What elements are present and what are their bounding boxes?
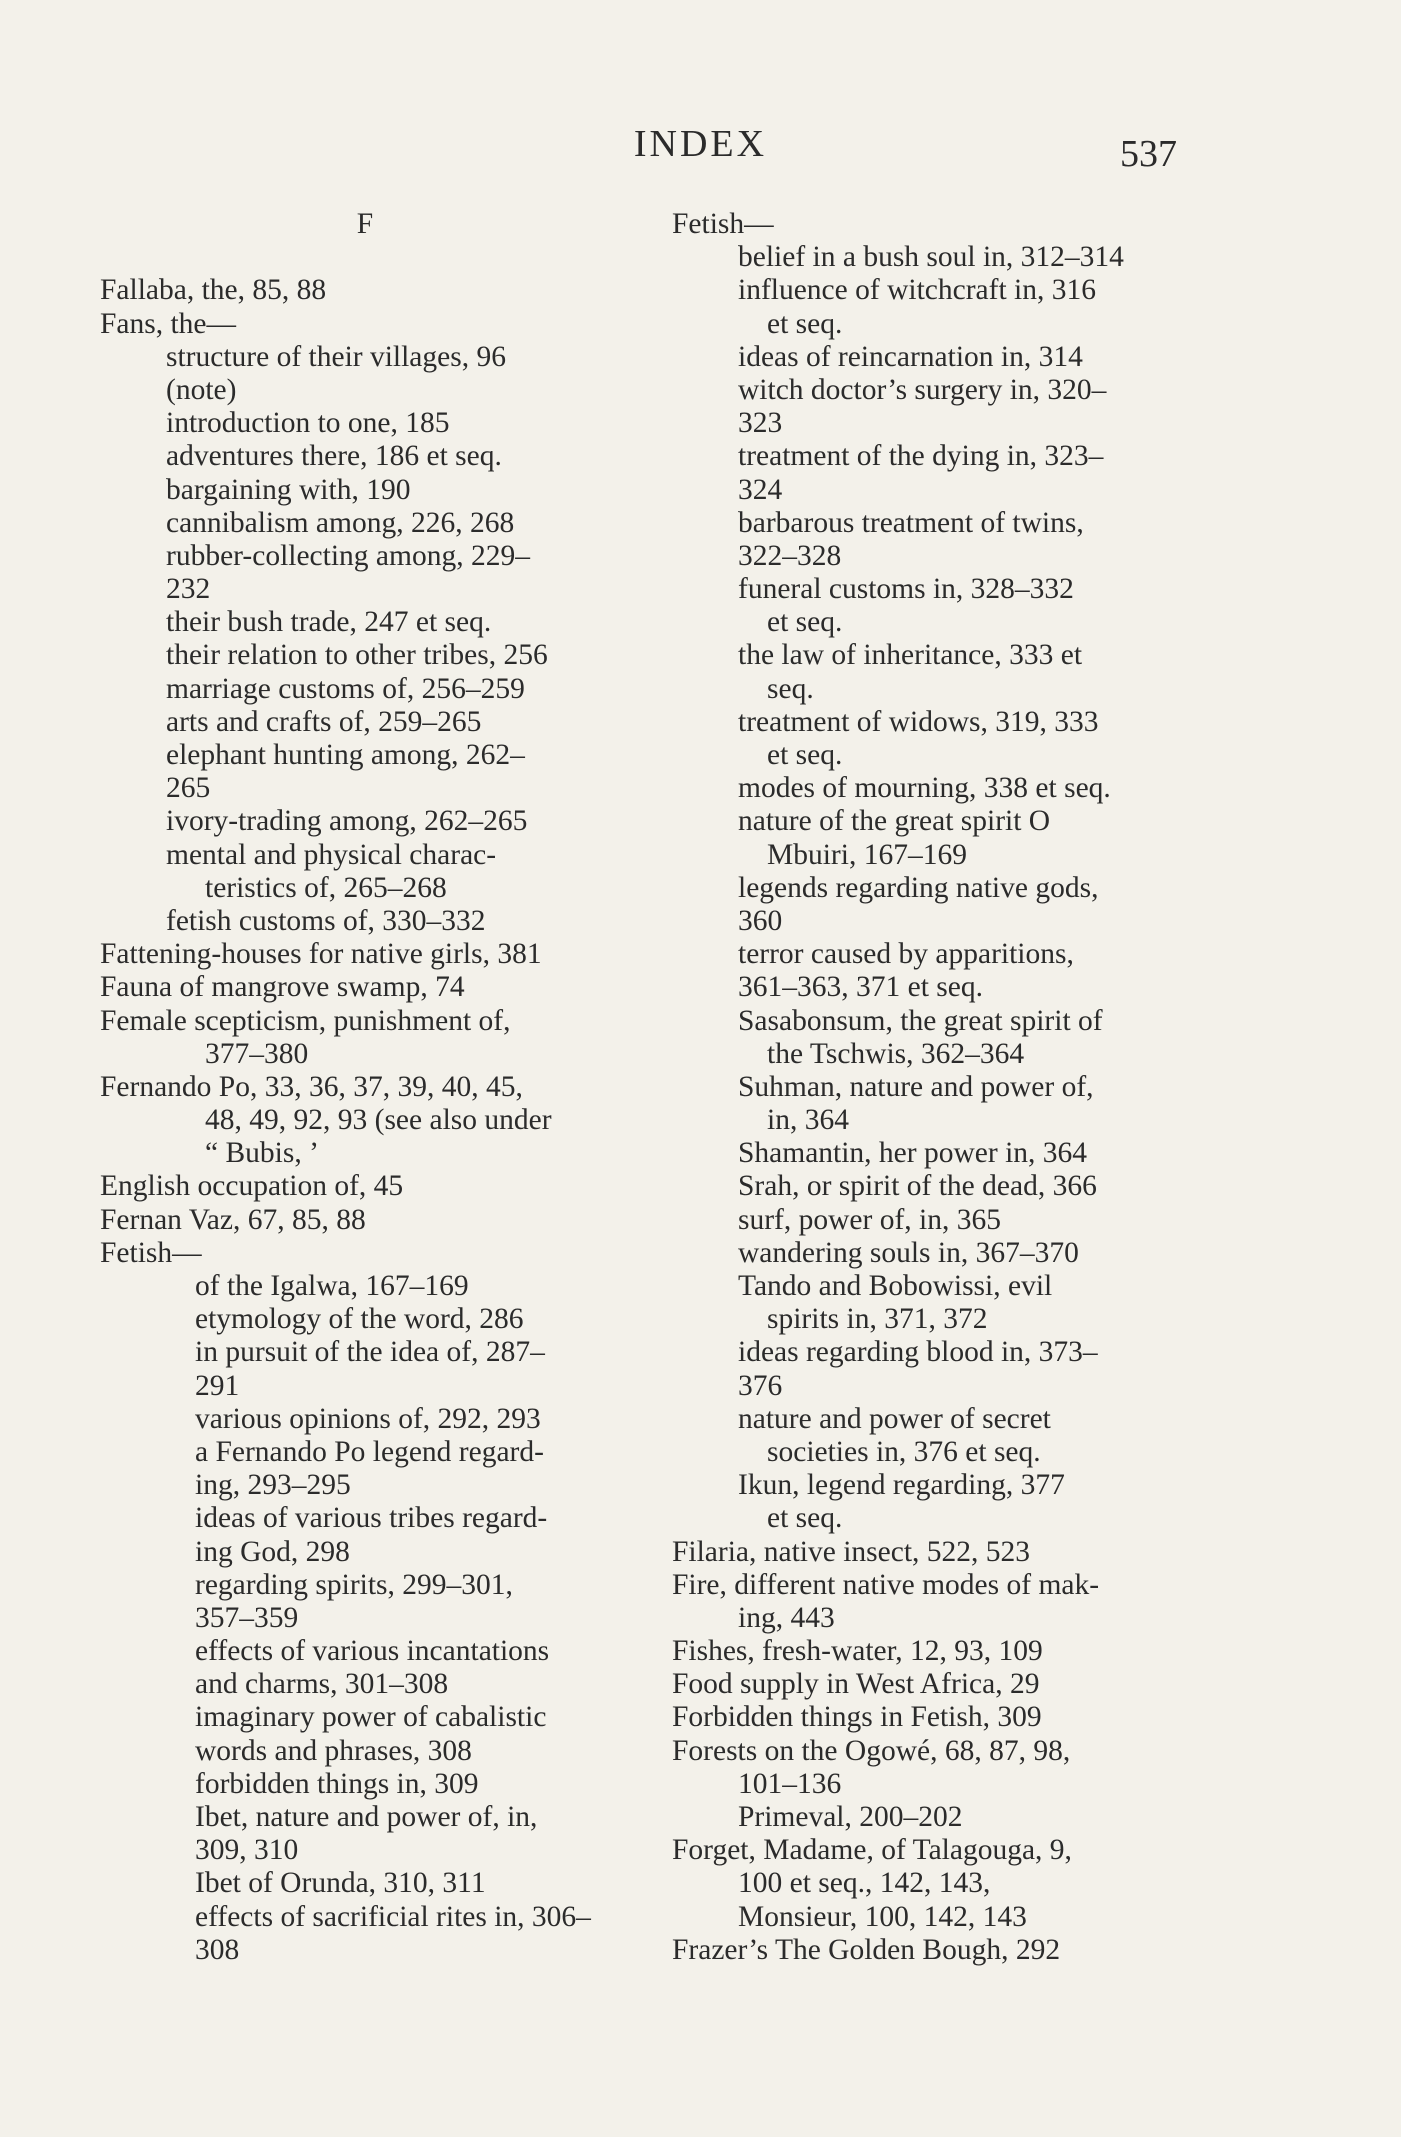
index-column-right: [672, 208, 1202, 1967]
index-entry: surf, power of, in, 365: [738, 1203, 1001, 1236]
index-entry: the law of inheritance, 333 et: [738, 639, 1083, 672]
index-entry: 308: [195, 1933, 240, 1966]
index-entry: structure of their villages, 96: [166, 340, 506, 373]
index-entry: 323: [738, 407, 783, 440]
index-entry: ivory-trading among, 262–265: [166, 805, 528, 838]
index-entry: witch doctor’s surgery in, 320–: [738, 373, 1107, 406]
index-entry: legends regarding native gods,: [738, 871, 1099, 904]
index-entry: Shamantin, her power in, 364: [738, 1137, 1088, 1170]
index-entry: (note): [166, 373, 237, 406]
index-entry: Ikun, legend regarding, 377: [738, 1469, 1065, 1502]
index-entry: et seq.: [767, 1502, 843, 1535]
index-entry: Fans, the—: [100, 307, 237, 340]
index-entry: Fetish—: [672, 208, 774, 240]
index-entry: Tando and Bobowissi, evil: [738, 1270, 1053, 1302]
index-entry: 100 et seq., 142, 143,: [738, 1867, 991, 1900]
index-entry: 101–136: [738, 1767, 842, 1800]
index-entry: 48, 49, 92, 93 (see also under: [205, 1104, 552, 1137]
index-entry: modes of mourning, 338 et seq.: [738, 772, 1111, 805]
index-entry: belief in a bush soul in, 312–314: [738, 241, 1124, 274]
index-entry: Suhman, nature and power of,: [738, 1070, 1094, 1103]
index-entry: Srah, or spirit of the dead, 366: [738, 1170, 1097, 1203]
index-entry: 291: [195, 1369, 240, 1402]
index-entry: their bush trade, 247 et seq.: [166, 606, 492, 639]
index-entry: Fattening-houses for native girls, 381: [100, 938, 542, 971]
index-column-left: [100, 208, 630, 1967]
index-entry: imaginary power of cabalistic: [195, 1701, 547, 1734]
index-entry: ideas of reincarnation in, 314: [738, 340, 1083, 373]
index-entry: seq.: [767, 672, 814, 705]
index-entry: cannibalism among, 226, 268: [166, 506, 515, 539]
page-title: INDEX: [633, 123, 768, 165]
index-entry: Filaria, native insect, 522, 523: [672, 1535, 1031, 1568]
index-entry: Forests on the Ogowé, 68, 87, 98,: [672, 1734, 1071, 1767]
index-entry: regarding spirits, 299–301,: [195, 1568, 513, 1601]
index-entry: funeral customs in, 328–332: [738, 573, 1074, 606]
index-entry: introduction to one, 185: [166, 407, 450, 440]
index-entry: 324: [738, 473, 783, 506]
index-entry: words and phrases, 308: [195, 1734, 472, 1767]
index-entry: and charms, 301–308: [195, 1668, 449, 1701]
index-entry: Fetish—: [100, 1236, 202, 1269]
index-entry: 232: [166, 573, 211, 606]
index-entry: treatment of the dying in, 323–: [738, 440, 1104, 473]
page-number: 537: [1120, 133, 1177, 175]
index-entry: 376: [738, 1369, 783, 1402]
index-entry: bargaining with, 190: [166, 473, 411, 506]
index-entry: etymology of the word, 286: [195, 1303, 524, 1336]
index-entry: Fernando Po, 33, 36, 37, 39, 40, 45,: [100, 1070, 523, 1103]
index-entry: Forget, Madame, of Talagouga, 9,: [672, 1834, 1072, 1867]
index-entry: effects of various incantations: [195, 1635, 550, 1668]
index-entry: English occupation of, 45: [100, 1170, 404, 1203]
index-entry: Forbidden things in Fetish, 309: [672, 1701, 1042, 1734]
index-entry: Female scepticism, punishment of,: [100, 1004, 511, 1037]
index-entry: in, 364: [767, 1104, 849, 1137]
index-entry: of the Igalwa, 167–169: [195, 1270, 469, 1302]
index-entry: arts and crafts of, 259–265: [166, 705, 482, 738]
index-entry: Fishes, fresh-water, 12, 93, 109: [672, 1635, 1043, 1668]
index-entry: teristics of, 265–268: [205, 871, 447, 904]
index-entry: treatment of widows, 319, 333: [738, 705, 1099, 738]
index-entry: marriage customs of, 256–259: [166, 672, 525, 705]
index-entry: Fallaba, the, 85, 88: [100, 274, 327, 307]
index-entry: et seq.: [767, 739, 843, 771]
index-entry: Mbuiri, 167–169: [767, 838, 967, 871]
index-entry: 357–359: [195, 1601, 299, 1634]
index-entry: mental and physical charac-: [166, 838, 497, 871]
index-entry: in pursuit of the idea of, 287–: [195, 1336, 545, 1369]
index-entry: a Fernando Po legend regard-: [195, 1435, 544, 1468]
index-entry: elephant hunting among, 262–: [166, 739, 525, 771]
index-entry: F: [356, 208, 374, 240]
index-entry: Primeval, 200–202: [738, 1801, 963, 1833]
index-entry: ideas of various tribes regard-: [195, 1502, 548, 1535]
index-entry: ing, 443: [738, 1601, 835, 1634]
index-entry: various opinions of, 292, 293: [195, 1402, 541, 1435]
index-entry: influence of witchcraft in, 316: [738, 274, 1096, 307]
index-entry: et seq.: [767, 307, 843, 340]
index-entry: effects of sacrificial rites in, 306–: [195, 1900, 591, 1933]
index-entry: spirits in, 371, 372: [767, 1303, 988, 1336]
index-entry: 360: [738, 904, 783, 937]
index-entry: ing, 293–295: [195, 1469, 351, 1502]
index-entry: the Tschwis, 362–364: [767, 1037, 1025, 1070]
index-entry: 361–363, 371 et seq.: [738, 971, 983, 1004]
index-entry: ideas regarding blood in, 373–: [738, 1336, 1098, 1369]
index-entry: rubber-collecting among, 229–: [166, 539, 530, 572]
index-entry: Food supply in West Africa, 29: [672, 1668, 1040, 1701]
index-entry: Fernan Vaz, 67, 85, 88: [100, 1203, 366, 1236]
index-entry: forbidden things in, 309: [195, 1767, 479, 1800]
index-entry: Sasabonsum, the great spirit of: [738, 1004, 1103, 1037]
index-entry: Ibet of Orunda, 310, 311: [195, 1867, 486, 1900]
index-entry: terror caused by apparitions,: [738, 938, 1074, 971]
index-entry: 265: [166, 772, 211, 805]
index-entry: Frazer’s The Golden Bough, 292: [672, 1933, 1061, 1966]
index-entry: 377–380: [205, 1037, 309, 1070]
index-entry: Fire, different native modes of mak-: [672, 1568, 1100, 1601]
index-entry: “ Bubis, ’: [205, 1137, 319, 1170]
index-entry: nature of the great spirit O: [738, 805, 1051, 838]
index-entry: fetish customs of, 330–332: [166, 904, 486, 937]
blank-line: [100, 241, 630, 274]
index-entry: wandering souls in, 367–370: [738, 1236, 1079, 1269]
index-entry: Fauna of mangrove swamp, 74: [100, 971, 465, 1004]
index-entry: Monsieur, 100, 142, 143: [738, 1900, 1027, 1933]
index-entry: Ibet, nature and power of, in,: [195, 1801, 538, 1833]
index-entry: societies in, 376 et seq.: [767, 1435, 1041, 1468]
index-entry: 322–328: [738, 539, 842, 572]
index-entry: 309, 310: [195, 1834, 299, 1867]
index-entry: barbarous treatment of twins,: [738, 506, 1084, 539]
index-entry: adventures there, 186 et seq.: [166, 440, 502, 473]
index-entry: their relation to other tribes, 256: [166, 639, 548, 672]
index-entry: ing God, 298: [195, 1535, 350, 1568]
index-entry: nature and power of secret: [738, 1402, 1051, 1435]
index-entry: et seq.: [767, 606, 843, 639]
